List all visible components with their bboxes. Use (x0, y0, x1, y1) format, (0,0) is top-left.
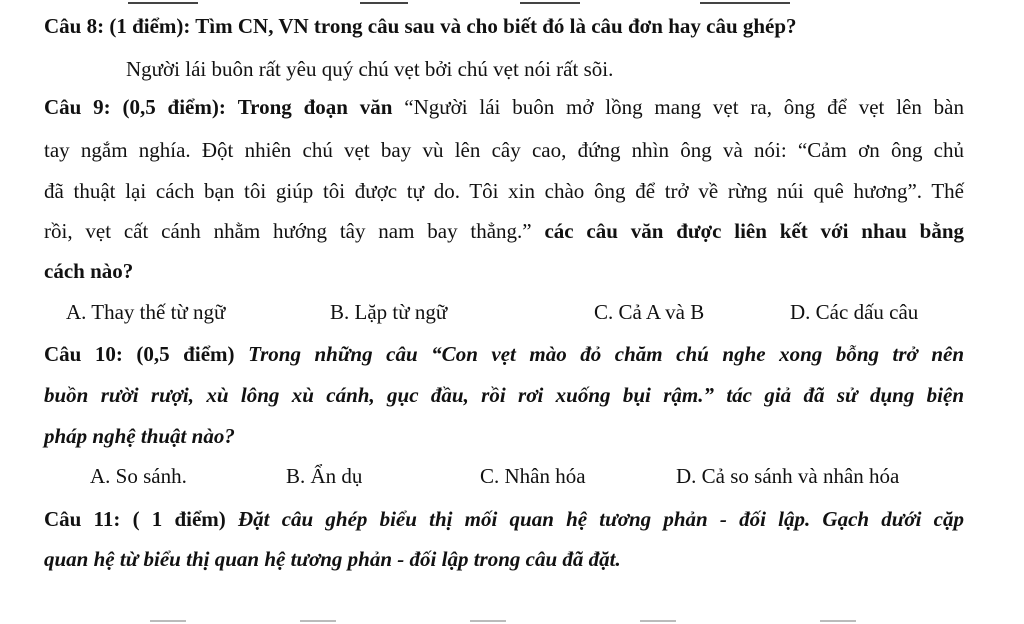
question-9-option-c: C. Cả A và B (594, 300, 705, 324)
question-8-label: Câu 8: (1 điểm): (44, 14, 191, 38)
question-10-option-b: B. Ẩn dụ (286, 464, 363, 488)
question-9-option-a: A. Thay thế từ ngữ (66, 300, 226, 324)
question-10-line-2: buồn rười rượi, xù lông xù cánh, gục đầu, rồi rơi xuống bụi rậm.” tác giả đã sử dụng biện (44, 383, 964, 407)
question-8-heading (44, 14, 964, 38)
question-9-line-1 (44, 95, 964, 119)
question-9-line-5: cách nào? (44, 259, 134, 283)
question-10-text-start: Trong những câu “Con vẹt mào đỏ chăm chú nghe xong bỗng trở nên (248, 342, 965, 366)
question-9-line-2: tay ngắm nghía. Đột nhiên chú vẹt bay vù lên cây cao, đứng nhìn ông và nói: “Cảm ơn ông chủ (44, 138, 964, 162)
question-8-prompt: Tìm CN, VN trong câu sau và cho biết đó là câu đơn hay câu ghép? (195, 14, 797, 38)
cropped-next-line (0, 618, 1024, 624)
question-8-sentence: Người lái buôn rất yêu quý chú vẹt bởi chú vẹt nói rất sõi. (126, 57, 614, 81)
question-9-passage-end: rồi, vẹt cất cánh nhằm hướng tây nam bay thẳng.” (44, 219, 532, 243)
question-9-line-3: đã thuật lại cách bạn tôi giúp tôi được tự do. Tôi xin chào ông để trở về rừng núi quê hương”. Thế (44, 179, 964, 203)
question-10-option-d: D. Cả so sánh và nhân hóa (676, 464, 900, 488)
question-9-question: các câu văn được liên kết với nhau bằng (544, 219, 964, 243)
question-11-text-start: Đặt câu ghép biểu thị mối quan hệ tương phản - đối lập. Gạch dưới cặp (238, 507, 964, 531)
question-11-line-1 (44, 507, 964, 531)
question-9-line-4 (44, 219, 964, 243)
question-10-line-1 (44, 342, 964, 366)
question-9-option-b: B. Lặp từ ngữ (330, 300, 448, 324)
question-9-passage-start: “Người lái buôn mở lồng mang vẹt ra, ông để vẹt lên bàn (404, 95, 965, 119)
question-10-option-c: C. Nhân hóa (480, 464, 586, 488)
question-10-option-a: A. So sánh. (90, 464, 187, 488)
question-9-intro: Trong đoạn văn (237, 95, 393, 119)
question-10-label: Câu 10: (0,5 điểm) (44, 342, 235, 366)
question-10-line-3: pháp nghệ thuật nào? (44, 424, 235, 448)
question-9-label: Câu 9: (0,5 điểm): (44, 95, 226, 119)
question-11-label: Câu 11: ( 1 điểm) (44, 507, 226, 531)
question-9-option-d: D. Các dấu câu (790, 300, 919, 324)
question-11-line-2: quan hệ từ biểu thị quan hệ tương phản - đối lập trong câu đã đặt. (44, 547, 621, 571)
